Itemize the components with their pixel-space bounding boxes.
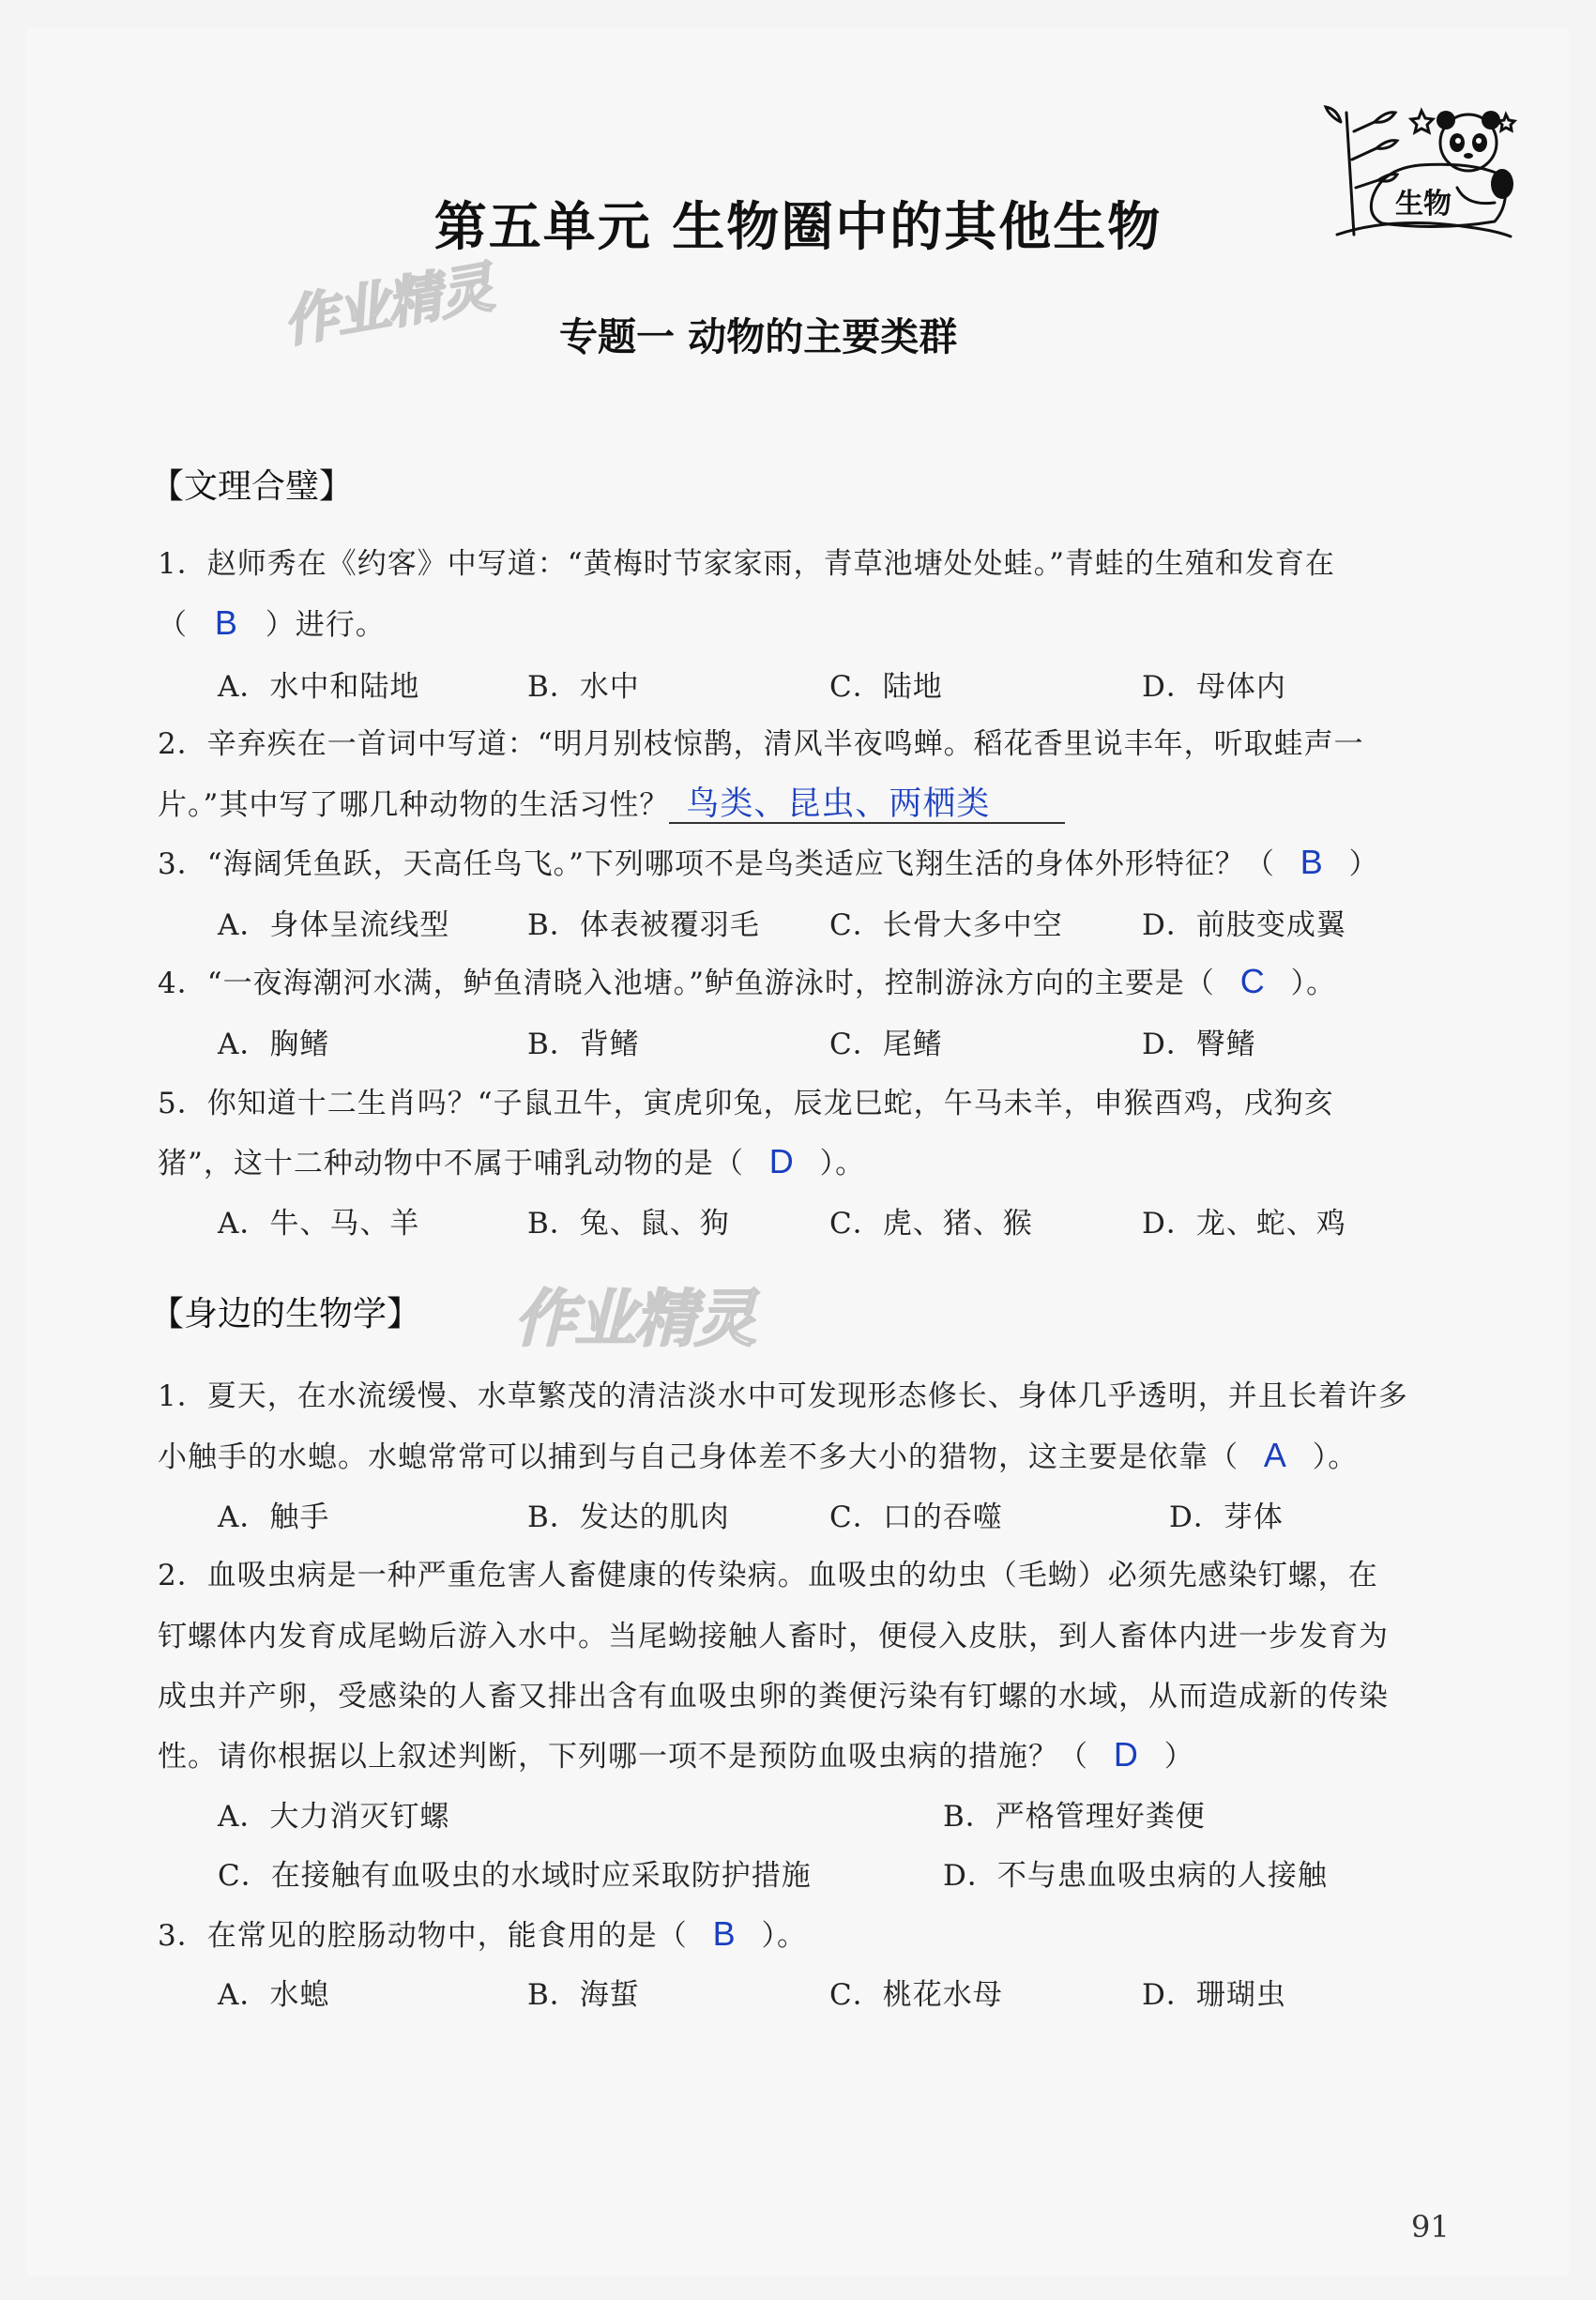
q5-option-a: A．牛、马、羊 (218, 1207, 420, 1241)
q5-question-text: 猪”，这十二种动物中不属于哺乳动物的是（ (158, 1147, 744, 1180)
p1-stem-line2 (158, 1433, 1358, 1475)
p3-option-c: C．桃花水母 (829, 1978, 1003, 2012)
q1-open-paren: （ (158, 608, 188, 642)
p2-answer: D (1113, 1735, 1139, 1774)
q1-answer: B (214, 603, 238, 642)
q3-option-a: A．身体呈流线型 (218, 908, 450, 942)
p2-close-text: ） (1163, 1740, 1194, 1774)
page-number: 91 (1411, 2209, 1450, 2245)
q3-option-d: D．前肢变成翼 (1142, 908, 1346, 942)
section-heading-wenli: 【文理合璧】 (150, 467, 354, 506)
q1-option-c: C．陆地 (829, 670, 943, 704)
p3-option-a: A．水螅 (218, 1978, 330, 2012)
p2-option-a: A．大力消灭钉螺 (218, 1800, 450, 1834)
watermark-middle: 作业精灵 (514, 1283, 754, 1355)
p3-option-d: D．珊瑚虫 (1142, 1978, 1286, 2012)
q2-stem-line2 (158, 781, 1065, 824)
q1-stem-line2 (158, 601, 386, 643)
p2-option-c: C．在接触有血吸虫的水域时应采取防护措施 (218, 1859, 812, 1893)
q2-stem-line1: 2．辛弃疾在一首词中写道：“明月别枝惊鹊，清风半夜鸣蝉。稻花香里说丰年，听取蛙声一 (158, 727, 1364, 761)
q5-option-d: D．龙、蛇、鸡 (1142, 1207, 1346, 1241)
biology-badge-label: 生物 (1395, 188, 1452, 221)
p3-stem (158, 1912, 807, 1954)
q1-option-d: D．母体内 (1142, 670, 1286, 704)
q3-close-text: ） (1348, 847, 1379, 881)
q5-stem-line1: 5．你知道十二生肖吗？“子鼠丑牛，寅虎卯兔，辰龙巳蛇，午马未羊，申猴酉鸡，戌狗亥 (158, 1087, 1334, 1120)
q5-close-text: ）。 (819, 1147, 866, 1180)
q1-stem-line1: 1．赵师秀在《约客》中写道：“黄梅时节家家雨，青草池塘处处蛙。”青蛙的生殖和发育在 (158, 547, 1335, 581)
q1-close-text: ）进行。 (265, 608, 386, 642)
p3-question-text: 3．在常见的腔肠动物中，能食用的是（ (158, 1919, 688, 1953)
section-heading-shenbian: 【身边的生物学】 (150, 1295, 421, 1333)
q3-option-b: B．体表被覆羽毛 (527, 908, 760, 942)
p1-question-text: 小触手的水螅。水螅常常可以捕到与自己身体差不多大小的猎物，这主要是依靠（ (158, 1440, 1239, 1474)
p2-option-b: B．严格管理好粪便 (943, 1800, 1206, 1834)
q1-option-a: A．水中和陆地 (218, 670, 420, 704)
p1-option-b: B．发达的肌肉 (527, 1500, 730, 1534)
topic-subtitle: 专题一 动物的主要类群 (559, 314, 958, 359)
p2-stem-line2: 钉螺体内发育成尾蚴后游入水中。当尾蚴接触人畜时，便侵入皮肤，到人畜体内进一步发育为 (158, 1620, 1389, 1653)
q3-question-text: 3．“海阔凭鱼跃，天高任鸟飞。”下列哪项不是鸟类适应飞翔生活的身体外形特征？（ (158, 847, 1275, 881)
q2-question-text: 片。”其中写了哪几种动物的生活习性？ (158, 788, 670, 822)
p3-option-b: B．海蜇 (527, 1978, 640, 2012)
p1-stem-line1: 1．夏天，在水流缓慢、水草繁茂的清洁淡水中可发现形态修长、身体几乎透明，并且长着许多 (158, 1379, 1408, 1413)
p2-stem-line4 (158, 1732, 1194, 1775)
p2-stem-line3: 成虫并产卵，受感染的人畜又排出含有血吸虫卵的粪便污染有钉螺的水域，从而造成新的传染 (158, 1680, 1389, 1714)
q4-option-d: D．臀鳍 (1142, 1028, 1256, 1061)
q4-stem (158, 959, 1336, 1001)
q3-stem (158, 840, 1379, 882)
q4-question-text: 4．“一夜海潮河水满，鲈鱼清晓入池塘。”鲈鱼游泳时，控制游泳方向的主要是（ (158, 967, 1215, 1000)
p1-option-c: C．口的吞噬 (829, 1500, 1003, 1534)
q3-answer: B (1300, 843, 1324, 881)
q1-option-b: B．水中 (527, 670, 640, 704)
p1-option-d: D．芽体 (1169, 1500, 1284, 1534)
q4-option-b: B．背鳍 (527, 1028, 640, 1061)
q2-answer: 鸟类、昆虫、两栖类 (686, 785, 991, 822)
p2-option-d: D．不与患血吸虫病的人接触 (943, 1859, 1328, 1893)
q2-answer-blank (669, 787, 1065, 824)
q5-option-c: C．虎、猪、猴 (829, 1207, 1033, 1241)
q3-option-c: C．长骨大多中空 (829, 908, 1063, 942)
p3-close-text: ）。 (761, 1919, 807, 1953)
p1-close-text: ）。 (1312, 1440, 1359, 1474)
q4-close-text: ）。 (1290, 967, 1337, 1000)
q5-answer: D (768, 1142, 795, 1180)
q5-option-b: B．兔、鼠、狗 (527, 1207, 730, 1241)
q5-stem-line2 (158, 1139, 865, 1181)
p3-answer: B (712, 1914, 737, 1953)
q4-answer: C (1239, 962, 1266, 1000)
unit-title: 第五单元 生物圈中的其他生物 (433, 197, 1163, 258)
p1-option-a: A．触手 (218, 1500, 330, 1534)
watermark-top: 作业精灵 (278, 254, 497, 355)
p2-stem-line1: 2．血吸虫病是一种严重危害人畜健康的传染病。血吸虫的幼虫（毛蚴）必须先感染钉螺，在 (158, 1559, 1378, 1592)
p1-answer: A (1263, 1436, 1287, 1474)
q4-option-a: A．胸鳍 (218, 1028, 330, 1061)
q4-option-c: C．尾鳍 (829, 1028, 943, 1061)
p2-question-text: 性。请你根据以上叙述判断，下列哪一项不是预防血吸虫病的措施？（ (158, 1740, 1088, 1774)
